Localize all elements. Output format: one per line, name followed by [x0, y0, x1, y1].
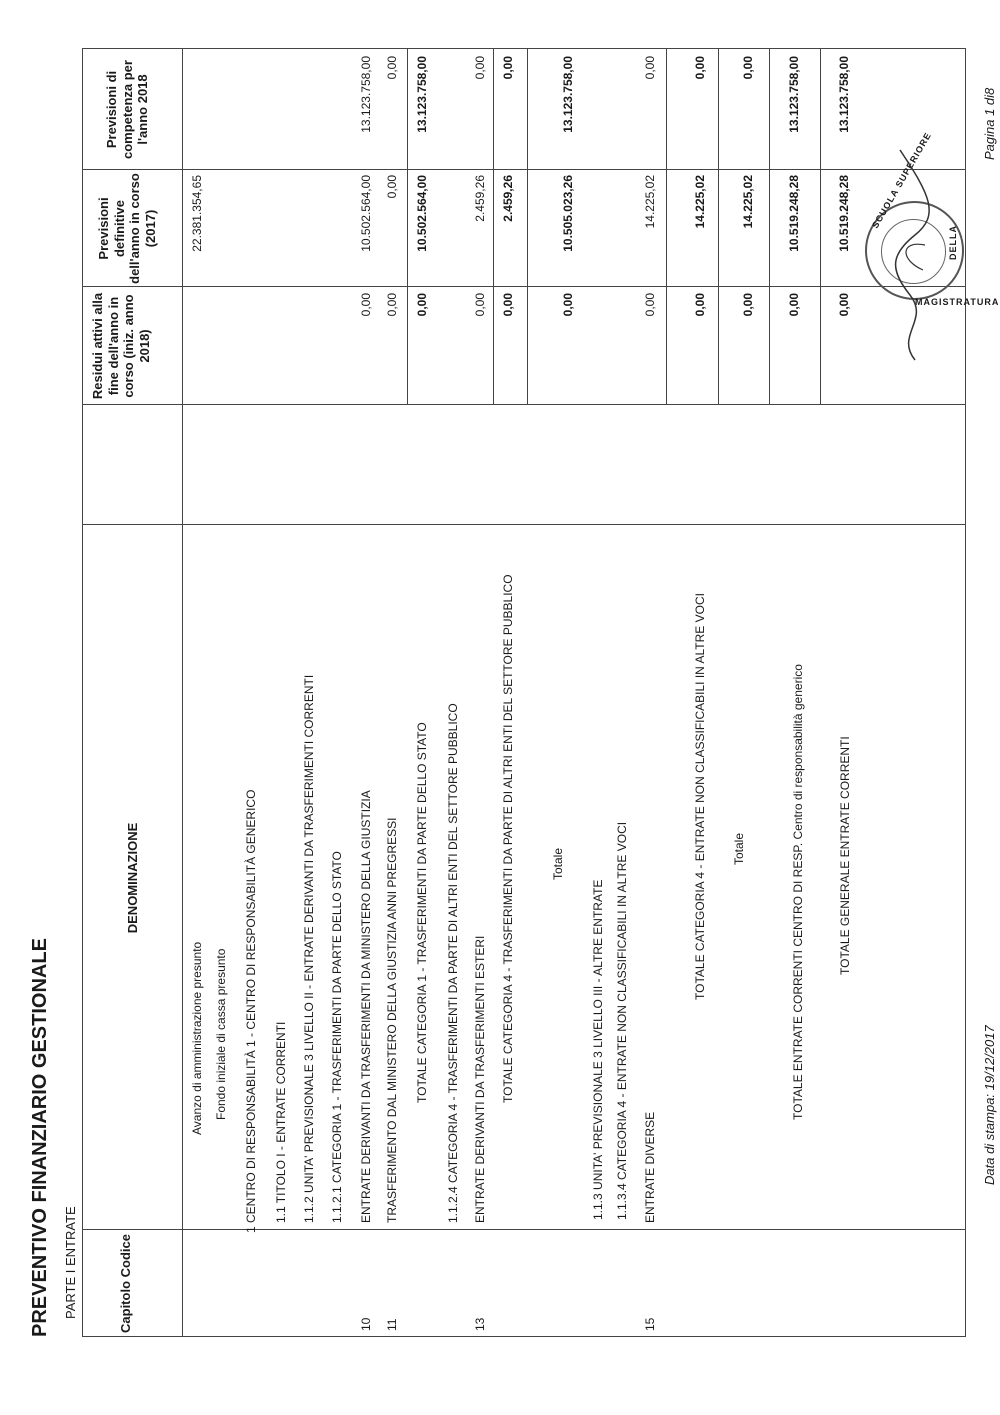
section-cat1: 1.1.2.1 CATEGORIA 1 - TRASFERIMENTI DA PARTE DELLO STATO — [330, 851, 344, 1223]
total-prev-comp: 0,00 — [693, 56, 707, 80]
total-label: Totale — [732, 832, 746, 865]
section-upb2: 1.1.2 UNITA' PREVISIONALE 3 LIVELLO II - ENTRATE DERIVANTI DA TRASFERIMENTI CORRENTI — [302, 674, 316, 1223]
header-code: Capitolo Codice — [118, 1234, 133, 1333]
print-date: Data di stampa: 19/12/2017 — [982, 1025, 997, 1185]
section-upb3: 1.1.3 UNITA' PREVISIONALE 3 LIVELLO III - ALTRE ENTRATE — [591, 879, 605, 1220]
row-residui: 0,00 — [643, 293, 657, 317]
total-prev-comp: 13.123.758,00 — [561, 56, 575, 133]
section-titolo: 1.1 TITOLO I - ENTRATE CORRENTI — [274, 1021, 288, 1223]
row-name: ENTRATE DIVERSE — [643, 1111, 657, 1223]
header-name: DENOMINAZIONE — [125, 822, 140, 934]
total-prev-def: 14.225,02 — [741, 175, 755, 229]
total-residui: 0,00 — [693, 293, 707, 317]
row-code: 11 — [385, 1318, 399, 1331]
total-label: TOTALE GENERALE ENTRATE CORRENTI — [838, 736, 852, 975]
avanzo-prev-comp: 22.381.354,65 — [190, 175, 204, 252]
row-name: ENTRATE DERIVANTI DA TRASFERIMENTI DA MINISTERO DELLA GIUSTIZIA — [359, 790, 373, 1223]
total-prev-comp: 0,00 — [501, 56, 515, 80]
section-cat4a: 1.1.2.4 CATEGORIA 4 - TRASFERIMENTI DA PARTE DI ALTRI ENTI DEL SETTORE PUBBLICO — [446, 703, 460, 1223]
total-prev-def: 10.502.564,00 — [415, 175, 429, 252]
total-prev-comp: 0,00 — [741, 56, 755, 80]
row-residui: 0,00 — [385, 293, 399, 317]
total-residui: 0,00 — [741, 293, 755, 317]
total-prev-def: 10.505.023,26 — [561, 175, 575, 252]
row-prev-comp: 0,00 — [473, 56, 487, 80]
total-label: Totale — [551, 847, 565, 880]
stamp-text-bottom: DELLA — [948, 225, 958, 260]
total-label: TOTALE CATEGORIA 4 - TRASFERIMENTI DA PARTE DI ALTRI ENTI DEL SETTORE PUBBLICO — [501, 574, 515, 1103]
total-prev-def: 10.519.248,28 — [787, 175, 801, 252]
page-title: PREVENTIVO FINANZIARIO GESTIONALE — [29, 938, 51, 1337]
page-number: Pagina 1 di8 — [982, 87, 997, 160]
fondo-label: Fondo iniziale di cassa presunto — [214, 948, 228, 1120]
header-prev-def: Previsioni definitive dell'anno in corso (2017) — [96, 173, 158, 284]
total-prev-def: 10.519.248,28 — [837, 175, 851, 252]
total-prev-comp: 13.123.758,00 — [787, 56, 801, 133]
stamp-text-top: MAGISTRATURA — [915, 297, 1000, 307]
row-code: 15 — [643, 1317, 657, 1331]
total-residui: 0,00 — [501, 293, 515, 317]
row-prev-def: 10.502.564,00 — [359, 175, 373, 252]
row-prev-comp: 13.123.758,00 — [359, 56, 373, 133]
row-prev-def: 0,00 — [385, 175, 399, 199]
row-prev-def: 14.225,02 — [643, 175, 657, 229]
total-residui: 0,00 — [787, 293, 801, 317]
total-label: TOTALE ENTRATE CORRENTI CENTRO DI RESP. Centro di responsabilità generico — [791, 664, 805, 1120]
avanzo-label: Avanzo di amministrazione presunto — [190, 941, 204, 1135]
total-prev-def: 2.459,26 — [501, 175, 515, 222]
total-prev-comp: 13.123.758,00 — [837, 56, 851, 133]
row-name: TRASFERIMENTO DAL MINISTERO DELLA GIUSTIZIA ANNI PREGRESSI — [385, 817, 399, 1223]
header-residui: Residui attivi alla fine dell'anno in corso (iniz. anno 2018) — [90, 292, 152, 400]
section-label: PARTE I ENTRATE — [63, 1206, 78, 1319]
row-code: 10 — [359, 1317, 373, 1331]
row-name: ENTRATE DERIVANTI DA TRASFERIMENTI ESTERI — [473, 935, 487, 1223]
stamp-text-right: SCUOLA SUPERIORE — [870, 130, 934, 230]
total-label: TOTALE CATEGORIA 4 - ENTRATE NON CLASSIFICABILI IN ALTRE VOCI — [693, 593, 707, 1000]
total-residui: 0,00 — [561, 293, 575, 317]
row-residui: 0,00 — [473, 293, 487, 317]
row-prev-def: 2.459,26 — [473, 175, 487, 222]
section-cat4b: 1.1.3.4 CATEGORIA 4 - ENTRATE NON CLASSIFICABILI IN ALTRE VOCI — [615, 821, 629, 1220]
row-residui: 0,00 — [359, 293, 373, 317]
row-prev-comp: 0,00 — [385, 56, 399, 80]
total-prev-comp: 13.123.758,00 — [415, 56, 429, 133]
header-prev-comp: Previsioni di competenza per l'anno 2018 — [104, 60, 151, 159]
total-residui: 0,00 — [837, 293, 851, 317]
row-code: 13 — [473, 1317, 487, 1331]
row-prev-comp: 0,00 — [643, 56, 657, 80]
total-prev-def: 14.225,02 — [693, 175, 707, 229]
section-centro: 1 CENTRO DI RESPONSABILITÀ 1 - CENTRO DI RESPONSABILITÀ GENERICO — [244, 789, 258, 1233]
total-label: TOTALE CATEGORIA 1 - TRASFERIMENTI DA PARTE DELLO STATO — [415, 722, 429, 1103]
total-residui: 0,00 — [415, 293, 429, 317]
